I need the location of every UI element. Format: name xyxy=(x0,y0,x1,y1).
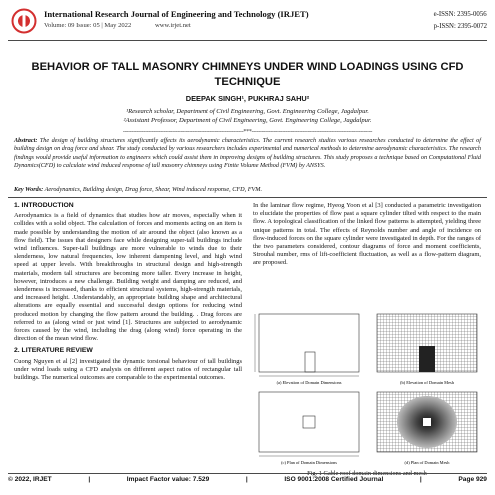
affiliation-1: ¹Research scholar, Department of Civil Engineering, Govt. Engineering College, Jagdalpur. xyxy=(126,108,369,115)
keywords xyxy=(14,186,481,193)
figure-1-drawing xyxy=(251,310,483,468)
footer-divider-1: | xyxy=(88,476,91,483)
page-footer xyxy=(8,476,487,483)
right-column xyxy=(253,202,481,272)
pissn: p-ISSN: 2395-0072 xyxy=(433,23,487,30)
footer-divider-2: | xyxy=(245,476,248,483)
footer-iso: ISO 9001:2008 Certified Journal xyxy=(284,476,384,483)
footer-divider-3: | xyxy=(419,476,422,483)
panel-c-label: (c) Plan of Domain Dimensions xyxy=(281,460,337,465)
literature-heading: 2. LITERATURE REVIEW xyxy=(14,347,93,355)
literature-paragraph: Cuong Nguyen et al [2] investigated the dynamic torsional behaviour of tall buildings under wind loads using a CFD analysis on different aspect ratios of rectangular tall buildings. The numerical outcomes are comparable to the experimental outcomes. xyxy=(14,357,242,382)
journal-website[interactable]: www.irjet.net xyxy=(154,22,191,29)
panel-d-label: (d) Plan of Domain Mesh xyxy=(404,460,450,465)
panel-b-elevation-mesh xyxy=(377,314,477,372)
abstract-rule xyxy=(8,197,487,198)
figure-caption: Fig. 1 Gable roof domain dimensions and mesh xyxy=(307,470,427,477)
irjet-logo-icon xyxy=(10,8,38,34)
abstract-text: The design of building structures significantly affects its aerodynamic characteristics. The current research studies various researches conducted to determine the effect of building design on drag force and shear. The study conducted by various researchers includes experimental and numerical methods to determine aerodynamic characteristics. The research findings would provide useful information to engineers which could assist them in improving designs of building structures. This study proposes a technique based on Computational Fluid Dynamics(CFD) to calculate wind induced response of tall masonry chimneys using Finite Volume Method (FVM) by ANSYS. xyxy=(14,137,481,170)
header-rule xyxy=(8,40,487,41)
paper-authors: DEEPAK SINGH¹, PUKHRAJ SAHU² xyxy=(185,94,310,103)
panel-c-plan-dimensions xyxy=(259,392,359,456)
journal-volume: Volume: 09 Issue: 05 | May 2022 xyxy=(44,22,132,29)
footer-copyright: © 2022, IRJET xyxy=(8,476,52,483)
keywords-text: Aerodynamics, Building design, Drag force, Shear, Wind induced response, CFD, FVM. xyxy=(44,186,262,193)
panel-d-plan-mesh xyxy=(377,392,477,452)
panel-a-label: (a) Elevation of Domain Dimensions xyxy=(276,380,342,385)
abstract-label: Abstract: xyxy=(14,137,38,144)
journal-header xyxy=(8,6,487,36)
affiliation-2: ²Assistant Professor, Department of Civil Engineering, Govt. Engineering College, Jagdalpur. xyxy=(123,117,372,124)
figure-1 xyxy=(251,310,483,468)
issn-block xyxy=(434,9,487,33)
section-separator: -----------------------------------------------------------------------***----------------------------------------------------------------------- xyxy=(122,129,373,135)
footer-rule xyxy=(8,473,487,474)
journal-volume-line xyxy=(44,22,213,29)
intro-paragraph: Aerodynamics is a field of dynamics that studies how air moves, especially when it collides with a solid object. The calculation of forces and moments acting on an item is made possible by understanding the motion of air around the object (also known as a flow field). The issues that designers face while designing super-tall buildings include wind influences. Super-tall buildings are more vulnerable to winds due to their slenderness, low natural frequencies, low inherent dampening level, and high wind speed at upper levels. With breakthroughs in structural design and high-strength materials, modern tall structures are becoming more taller. Every increase in height, however, introduces a new challenge. Building weight and damping are reduced, and slenderness is increased, thanks to efficient structural systems, high-strength materials, and increased height. .Understandably, an appropriate building shape and architectural alterations are equally essential and successful design options for reducing wind produced motion by changing the flow pattern around the building. . Drag forces are referred to as (along wind or just wind [1]. Structures are subjected to aerodynamic forces caused by the wind, including the drag (along wind) force operating in the direction of the mean wind flow. xyxy=(14,212,242,343)
panel-b-label: (b) Elevation of Domain Mesh xyxy=(400,380,454,385)
panel-a-elevation-dimensions xyxy=(255,314,359,376)
paper-title: BEHAVIOR OF TALL MASONRY CHIMNEYS UNDER WIND LOADINGS USING CFD TECHNIQUE xyxy=(31,61,464,88)
keywords-label: Key Words: xyxy=(14,186,44,193)
journal-name: International Research Journal of Engineering and Technology (IRJET) xyxy=(44,9,309,19)
right-paragraph: In the laminar flow regime, Hyeog Yoon et al [3] conducted a parametric investigation to elucidate the properties of flow past a square cylinder tilted with respect to the main flow. A topological classification of the linked flow patterns is attempted, yielding three unique patterns in total. The effects of Reynolds number and angle of incidence on flow-induced forces on the square cylinder were investigated in depth. For the ranges of the two parameters considered, contour diagrams of force and moment coefficients, Strouhal number, rms of lift-coefficient fluctuation, as well as a flow-pattern diagram, are proposed. xyxy=(253,202,481,267)
footer-impact-factor: Impact Factor value: 7.529 xyxy=(126,476,210,483)
abstract xyxy=(14,137,481,171)
intro-heading: 1. INTRODUCTION xyxy=(14,202,74,209)
footer-page-number: Page 929 xyxy=(458,476,487,483)
eissn: e-ISSN: 2395-0056 xyxy=(433,11,487,18)
left-column xyxy=(14,202,242,386)
